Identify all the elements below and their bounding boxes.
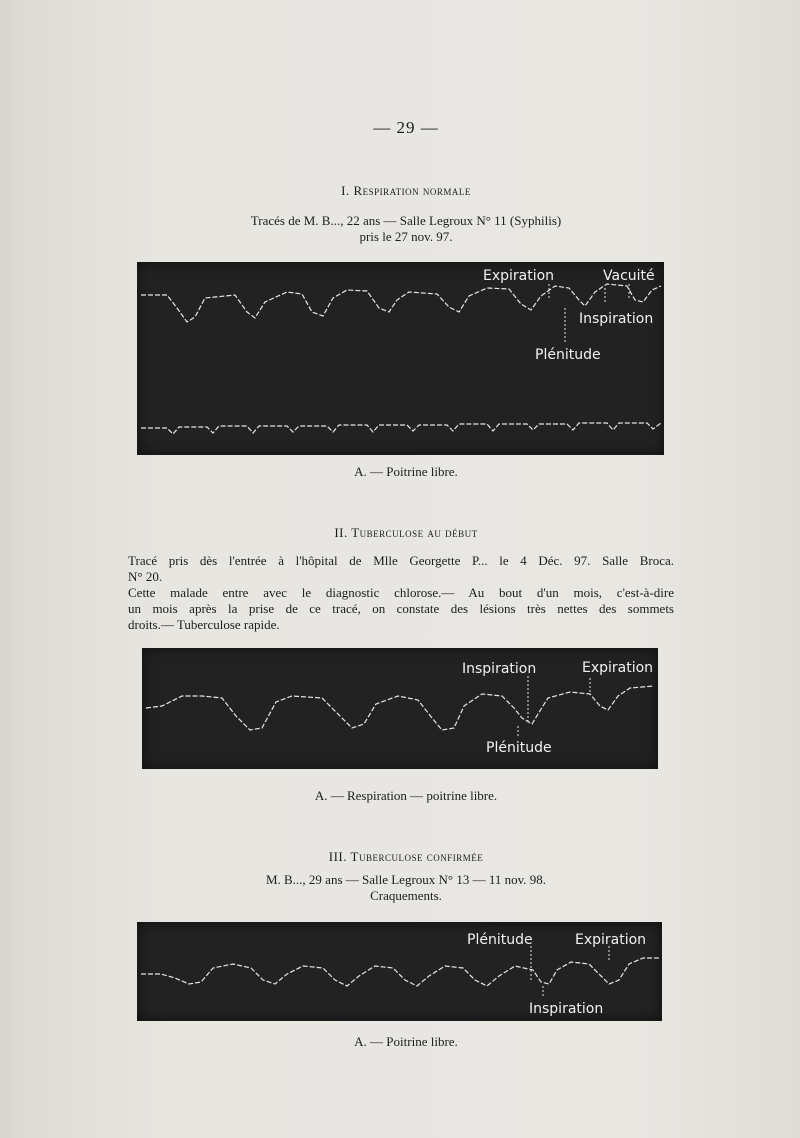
figure-3-caption: A. — Poitrine libre. [354, 1034, 458, 1049]
label-vacuite: Vacuité [603, 268, 655, 284]
label-expiration: Expiration [582, 660, 654, 676]
label-plenitude: Plénitude [535, 347, 601, 363]
section-1-line-1: Tracés de M. B..., 22 ans — Salle Legroux N° 11 (Syphilis) [250, 213, 562, 228]
section-1-line-2: pris le 27 nov. 97. [359, 229, 453, 244]
section-2-line-4: un mois après la prise de ce tracé, on constate des lésions très nettes des sommets [128, 601, 674, 616]
label-expiration: Expiration [575, 932, 647, 948]
book-page [12, 0, 800, 1138]
respiration-trace [141, 958, 659, 986]
label-plenitude: Plénitude [467, 932, 533, 948]
label-plenitude: Plénitude [486, 740, 552, 756]
tracing-plate-1 [137, 262, 664, 455]
section-2-title: II. Tuberculose au début [334, 525, 478, 540]
label-inspiration: Inspiration [579, 311, 654, 327]
section-3-line-2: Craquements. [370, 888, 442, 903]
baseline-trace [141, 423, 661, 434]
section-1-title: I. Respiration normale [341, 183, 471, 198]
respiration-trace [146, 686, 654, 730]
figure-2-caption: A. — Respiration — poitrine libre. [314, 788, 498, 803]
tracing-plate-3 [137, 922, 662, 1021]
tracing-figure-1 [137, 262, 664, 455]
section-3-line-1: M. B..., 29 ans — Salle Legroux N° 13 — 11 nov. 98. [265, 872, 547, 887]
tracing-plate-2 [142, 648, 658, 769]
label-expiration: Expiration [483, 268, 555, 284]
page-number: — 29 — [373, 118, 439, 137]
section-3-title: III. Tuberculose confirmée [328, 849, 484, 864]
label-inspiration: Inspiration [529, 1001, 604, 1017]
section-2-line-5: droits.— Tuberculose rapide. [128, 617, 280, 632]
tracing-figure-2 [142, 648, 658, 769]
section-2-line-1: Tracé pris dès l'entrée à l'hôpital de Mlle Georgette P... le 4 Déc. 97. Salle Broca. [128, 553, 674, 568]
figure-1-caption: A. — Poitrine libre. [354, 464, 458, 479]
label-inspiration: Inspiration [462, 661, 537, 677]
tracing-figure-3 [137, 922, 662, 1021]
section-2-line-3: Cette malade entre avec le diagnostic chlorose.— Au bout d'un mois, c'est-à-dire [128, 585, 674, 600]
section-2-line-2: N° 20. [128, 569, 163, 584]
